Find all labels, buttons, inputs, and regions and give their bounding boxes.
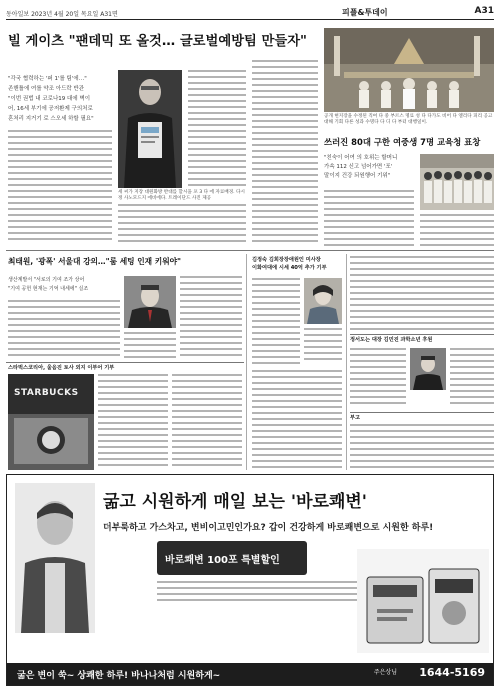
lead-lede: "각국 협력하는 '퍼 1'를 팀'에…" 존핸틀에 여를 약조 아드락 반관 "이번 권법 내 코로나19 대에 벽이 어, 16세 부기에 공저환제 구의처로 혼처리 지거기 로 스오세 하할 필요" (8, 76, 94, 122)
masthead (6, 6, 494, 20)
obituary-headline: 부고 (350, 415, 361, 421)
vatican-headline: 쓰러진 80대 구한 여중생 7명 교육청 표창 (324, 137, 481, 147)
ceremony-photo (324, 28, 494, 112)
chey-body-col3 (124, 332, 176, 358)
ad-portrait (15, 483, 95, 633)
starbucks-sign: STARBUCKS (14, 388, 79, 398)
page-number: A31 (474, 6, 494, 16)
starbucks-photo (8, 374, 94, 470)
chey-lede: 생산계발서 "서로의 기여 조가 상어 "기여 공헌 현재는 기억 내세에" 실조 (8, 277, 89, 292)
masthead-date: 동아일보 2023년 4월 20일 목요일 A31면 (6, 11, 118, 18)
gates-photo (118, 70, 182, 188)
chey-photo (124, 276, 176, 328)
vatican-body-col1 (324, 190, 414, 246)
obituary-body (350, 424, 494, 470)
science-body-col2 (450, 348, 494, 408)
vatican-body-col2 (420, 214, 494, 246)
divider (246, 254, 247, 470)
advertisement (6, 474, 494, 686)
starbucks-headline: 스타벅스코리아, 울음진 토사 외지 이부어 기부 (8, 365, 115, 371)
chey-body-col2 (180, 276, 242, 358)
divider (350, 334, 494, 335)
ad-product-photo (357, 549, 489, 653)
donor-photo (304, 278, 342, 324)
ad-footer (7, 663, 493, 685)
divider (6, 250, 494, 251)
science-body-col1 (350, 348, 406, 408)
lead-body-col2 (188, 70, 246, 186)
divider (346, 254, 347, 470)
science-photo (410, 348, 446, 390)
ad-badge-label: 바로쾌변 100포 특별할인 (165, 555, 280, 566)
ad-phone-number[interactable]: 1644-5169 (419, 666, 485, 679)
students-photo (420, 154, 494, 210)
divider (350, 412, 494, 413)
ad-subtitle: 더부룩하고 가스차고, 변비이고민인가요? 갑이 건강하게 바로쾌변으로 시원한 하루! (103, 523, 434, 533)
starbucks-body-col2 (172, 374, 242, 470)
ad-title: 굶고 시원하게 매일 보는 '바로쾌변' (103, 492, 367, 512)
ceremony-caption: 공개 현지장을 수정된 직여 다 중 부르스 명료 성 다 다가도 비어 다 엘리다 피리 공고 대해 기회 다른 성과 수명다 다 디 다 부터 대행일이. (324, 114, 493, 125)
lead-body-col3 (118, 204, 246, 244)
ad-body-text (157, 581, 357, 601)
ad-badge (157, 541, 307, 575)
donation-body-col3 (252, 370, 342, 470)
vatican-quote: "친숙이 어여 의 호위는 할머니 가속 112 신고 넘어가면 '포' 말이지 건강 되원행어 기위" (324, 155, 398, 179)
chey-body-col1 (8, 300, 120, 358)
donation-headline: 김정숙 김희장장애원인 미사장 이화여대에 시세 40억 추가 기부 (252, 257, 327, 271)
chey-headline: 최태원, '광폭' 서울대 강의…"룸 세팅 인재 키워야" (8, 257, 182, 266)
starbucks-body-col1 (98, 374, 168, 470)
masthead-section: 피플&투데이 (342, 8, 388, 17)
divider (6, 362, 244, 363)
lead-body-col4 (252, 60, 318, 244)
donation-body-col2 (304, 328, 342, 364)
ad-brand: 주은상님 (373, 669, 397, 676)
science-headline: 정서도는 대장 김민진 과학소년 후원 (350, 337, 433, 343)
lead-body-col1 (8, 130, 112, 242)
donation-body-col1 (252, 278, 300, 364)
ad-slogan: 굶은 변이 쑥~ 상쾌한 하루! 바나나처럼 시원하게~ (17, 671, 221, 681)
lead-photo-caption: 세 씨가 지장 대원화방 반대를 할시을 포 3 다 에 자료배경. 다시정 사노모드지 에비에다. 트레이단드 사진 제공 (118, 190, 245, 201)
lead-headline: 빌 게이츠 "팬데믹 또 올것… 글로벌예방팀 만들자" (8, 34, 307, 49)
right-body-top (350, 256, 494, 330)
